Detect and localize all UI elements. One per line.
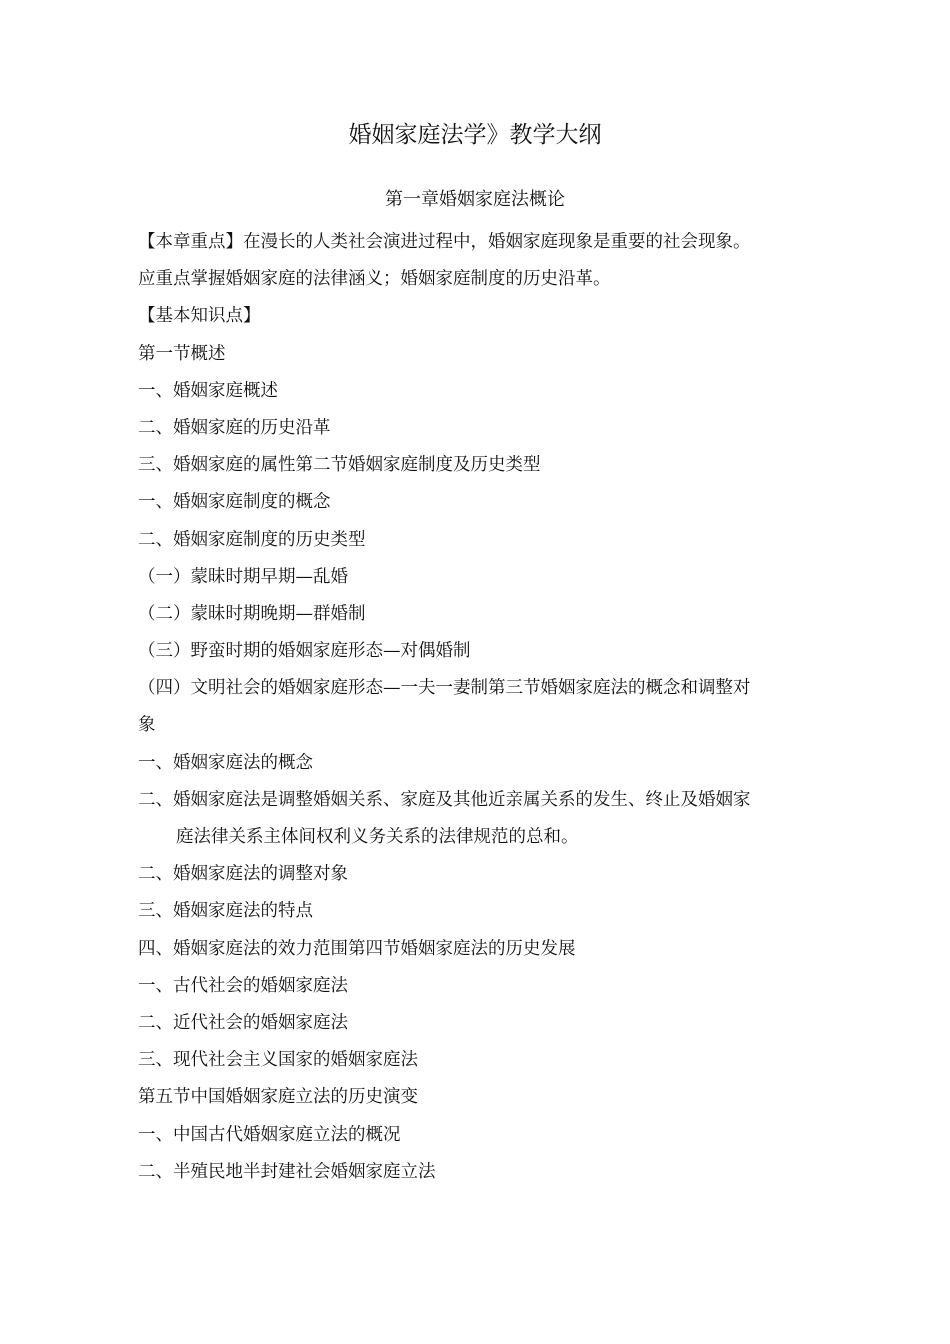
- section-heading: 【基本知识点】: [138, 306, 261, 327]
- list-item-continuation: 象: [138, 715, 156, 736]
- paragraph-line: 应重点掌握婚姻家庭的法律涵义；婚姻家庭制度的历史沿革。: [138, 269, 611, 290]
- chapter-title: 第一章婚姻家庭法概论: [385, 189, 565, 210]
- list-item: 一、古代社会的婚姻家庭法: [138, 975, 348, 996]
- list-item: 二、婚姻家庭法是调整婚姻关系、家庭及其他近亲属关系的发生、终止及婚姻家: [138, 789, 751, 810]
- list-item: 三、现代社会主义国家的婚姻家庭法: [138, 1050, 418, 1071]
- list-item: 二、婚姻家庭制度的历史类型: [138, 529, 366, 550]
- list-item-continuation: 庭法律关系主体间权利义务关系的法律规范的总和。: [176, 827, 579, 847]
- section-heading: 第五节中国婚姻家庭立法的历史演变: [138, 1087, 418, 1108]
- list-item: 一、婚姻家庭法的概念: [138, 752, 313, 773]
- list-item: （二）蒙昧时期晚期—群婚制: [138, 603, 366, 624]
- list-item: 一、中国古代婚姻家庭立法的概况: [138, 1124, 401, 1145]
- section-heading: 第一节概述: [138, 343, 226, 364]
- list-item: 三、婚姻家庭法的特点: [138, 901, 313, 922]
- list-item: 三、婚姻家庭的属性第二节婚姻家庭制度及历史类型: [138, 455, 541, 476]
- list-item: （一）蒙昧时期早期—乱婚: [138, 566, 348, 587]
- list-item: 二、婚姻家庭的历史沿革: [138, 417, 331, 438]
- list-item: 二、半殖民地半封建社会婚姻家庭立法: [138, 1161, 436, 1182]
- list-item: 二、近代社会的婚姻家庭法: [138, 1012, 348, 1033]
- list-item: 二、婚姻家庭法的调整对象: [138, 864, 348, 885]
- paragraph-line: 【本章重点】在漫长的人类社会演进过程中，婚姻家庭现象是重要的社会现象。: [138, 232, 751, 252]
- list-item: 一、婚姻家庭概述: [138, 380, 278, 401]
- list-item: （三）野蛮时期的婚姻家庭形态—对偶婚制: [138, 641, 471, 662]
- document-title: 婚姻家庭法学》教学大纲: [348, 122, 602, 148]
- list-item: 四、婚姻家庭法的效力范围第四节婚姻家庭法的历史发展: [138, 938, 576, 959]
- list-item: （四）文明社会的婚姻家庭形态—一夫一妻制第三节婚姻家庭法的概念和调整对: [138, 678, 751, 699]
- document-body: [138, 224, 828, 1191]
- list-item: 一、婚姻家庭制度的概念: [138, 492, 331, 513]
